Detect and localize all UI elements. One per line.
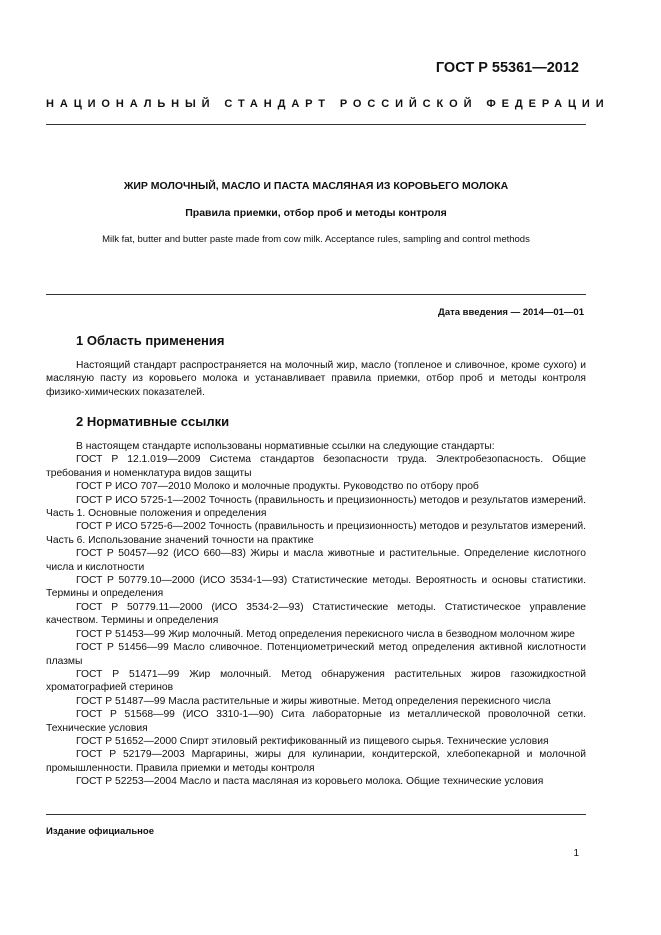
reference-item: ГОСТ Р ИСО 707—2010 Молоко и молочные продукты. Руководство по отбору проб [76,481,479,493]
reference-item: ГОСТ Р 51453—99 Жир молочный. Метод определения перекисного числа в безводном молочном жире [76,628,575,640]
reference-item: ГОСТ Р 52253—2004 Масло и паста масляная из коровьего молока. Общие технические условия [76,776,544,788]
document-code: ГОСТ Р 55361—2012 [435,60,579,76]
reference-item: ГОСТ Р 51456—99 Масло сливочное. Потенциометрический метод определения активной кислотности плазмы [46,642,586,667]
title-divider [46,294,586,295]
reference-item: ГОСТ Р 51652—2000 Спирт этиловый ректификованный из пищевого сырья. Технические условия [76,735,549,747]
introduction-date: Дата введения — 2014—01—01 [438,307,584,318]
main-title: ЖИР МОЛОЧНЫЙ, МАСЛО И ПАСТА МАСЛЯНАЯ ИЗ КОРОВЬЕГО МОЛОКА [123,180,509,192]
english-title: Milk fat, butter and butter paste made from cow milk. Acceptance rules, sampling and control methods [102,234,530,245]
national-standard-title: НАЦИОНАЛЬНЫЙ СТАНДАРТ РОССИЙСКОЙ ФЕДЕРАЦИИ [46,98,610,110]
section-2-heading: 2 Нормативные ссылки [76,414,230,429]
header-divider [46,124,586,125]
reference-item: ГОСТ Р ИСО 5725-6—2002 Точность (правильность и прецизионность) методов и результатов измерений. Часть 6. Использование значений точности на практике [46,521,586,546]
reference-item: ГОСТ Р ИСО 5725-1—2002 Точность (правильность и прецизионность) методов и результатов измерений. Часть 1. Основные положения и определения [46,494,586,520]
reference-item: ГОСТ Р 50457—92 (ИСО 660—83) Жиры и масла животные и растительные. Определение кислотного числа и кислотности [46,548,586,573]
section-1-paragraph: Настоящий стандарт распространяется на молочный жир, масло (топленое и сливочное, кроме сухого) и масляную пасту из коровьего молока и устанавливает правила приемки, отбор проб и методы контроля физико-химических показателей. [46,360,586,398]
subtitle: Правила приемки, отбор проб и методы контроля [185,207,447,219]
reference-item: ГОСТ Р 12.1.019—2009 Система стандартов безопасности труда. Электробезопасность. Общие требования и номенклатура видов защиты [46,454,586,479]
section-1-heading: 1 Область применения [76,333,225,348]
page-number: 1 [573,848,579,859]
reference-item: ГОСТ Р 51568—99 (ИСО 3310-1—90) Сита лабораторные из металлической проволочной сетки. Технические условия [46,709,586,734]
official-edition-label: Издание официальное [46,826,154,837]
reference-item: ГОСТ Р 51471—99 Жир молочный. Метод обнаружения растительных жиров газожидкостной хроматографией стеринов [46,668,586,694]
section-2-body [46,440,586,789]
reference-item: ГОСТ Р 50779.10—2000 (ИСО 3534-1—93) Статистические методы. Вероятность и основы статистики. Термины и определения [46,575,586,600]
reference-item: ГОСТ Р 52179—2003 Маргарины, жиры для кулинарии, кондитерской, хлебопекарной и молочной промышленности. Правила приемки и методы контроля [46,749,586,774]
footer-divider [46,814,586,815]
reference-item: ГОСТ Р 50779.11—2000 (ИСО 3534-2—93) Статистические методы. Статистическое управление качеством. Термины и определения [46,601,586,627]
section-2-intro: В настоящем стандарте использованы нормативные ссылки на следующие стандарты: [76,441,495,452]
reference-item: ГОСТ Р 51487—99 Масла растительные и жиры животные. Метод определения перекисного числа [76,695,551,707]
section-1-body [46,359,586,399]
